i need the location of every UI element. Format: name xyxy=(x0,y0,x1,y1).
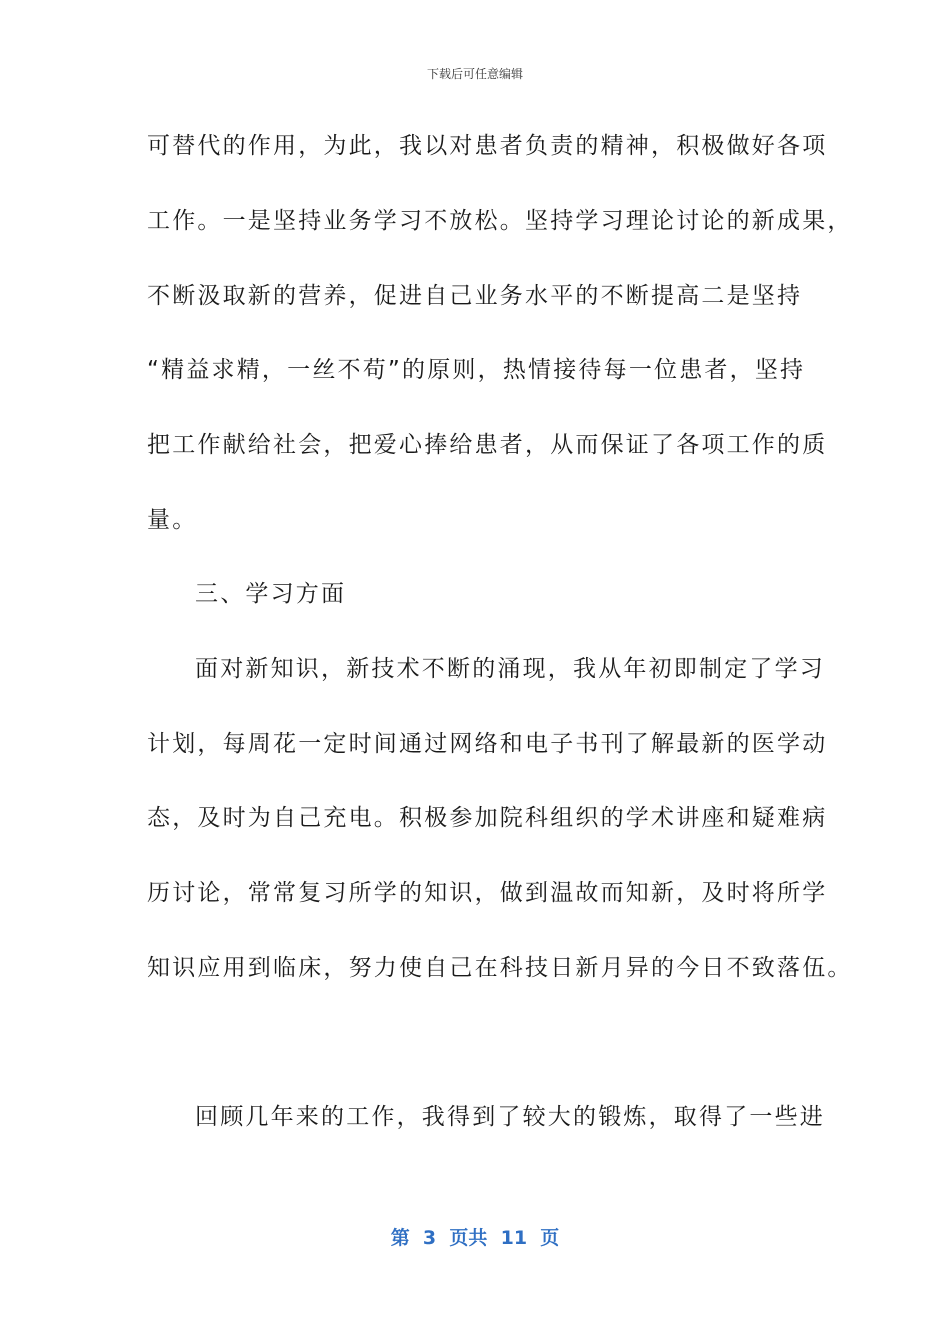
section-heading: 三、学习方面 xyxy=(195,581,347,607)
paragraph-line: “精益求精，一丝不苟”的原则，热情接待每一位患者，坚持 xyxy=(147,357,806,383)
paragraph-line: 态，及时为自己充电。积极参加院科组织的学术讲座和疑难病 xyxy=(147,805,828,831)
paragraph-line: 不断汲取新的营养，促进自己业务水平的不断提高二是坚持 xyxy=(147,283,803,309)
paragraph-line: 回顾几年来的工作，我得到了较大的锻炼，取得了一些进 xyxy=(195,1104,825,1130)
paragraph-line: 计划，每周花一定时间通过网络和电子书刊了解最新的医学动 xyxy=(147,731,828,757)
paragraph-line: 可替代的作用，为此，我以对患者负责的精神，积极做好各项 xyxy=(147,133,828,159)
paragraph-line: 面对新知识，新技术不断的涌现，我从年初即制定了学习 xyxy=(195,656,825,682)
paragraph-line: 历讨论，常常复习所学的知识，做到温故而知新，及时将所学 xyxy=(147,880,828,906)
paragraph-line: 工作。一是坚持业务学习不放松。坚持学习理论讨论的新成果， xyxy=(147,208,853,234)
paragraph-line: 知识应用到临床，努力使自己在科技日新月异的今日不致落伍。 xyxy=(147,955,853,981)
paragraph-line: 量。 xyxy=(147,507,198,533)
paragraph-line: 把工作献给社会，把爱心捧给患者，从而保证了各项工作的质 xyxy=(147,432,828,458)
page-header: 下载后可任意编辑 xyxy=(426,67,523,81)
page-footer: 第 3 页共 11 页 xyxy=(390,1227,560,1249)
